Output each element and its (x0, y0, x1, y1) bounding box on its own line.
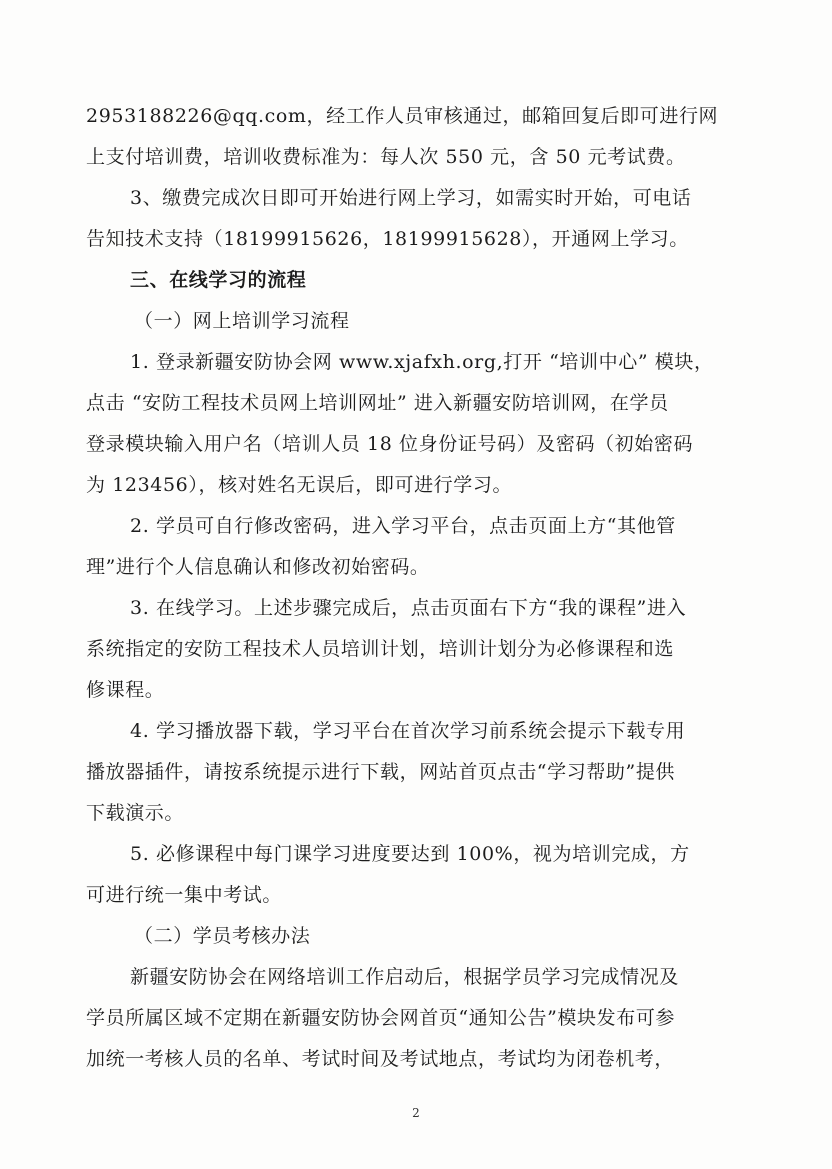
text-line: 5. 必修课程中每门课学习进度要达到 100%，视为培训完成，方 (130, 843, 690, 865)
text-line: 理”进行个人信息确认和修改初始密码。 (86, 556, 430, 578)
text-line: 登录模块输入用户名（培训人员 18 位身份证号码）及密码（初始密码 (86, 433, 694, 455)
text-line: 点击 “安防工程技术员网上培训网址” 进入新疆安防培训网，在学员 (86, 392, 669, 414)
section-heading: 三、在线学习的流程 (130, 269, 307, 291)
text-line: 3、缴费完成次日即可开始进行网上学习，如需实时开始，可电话 (130, 187, 692, 209)
text-line: 修课程。 (86, 679, 165, 701)
text-line: 1. 登录新疆安防协会网 www.xjafxh.org,打开 “培训中心” 模块， (130, 351, 714, 373)
text-line: 播放器插件，请按系统提示进行下载，网站首页点击“学习帮助”提供 (86, 761, 676, 783)
text-line: 4. 学习播放器下载，学习平台在首次学习前系统会提示下载专用 (130, 720, 686, 742)
page-number: 2 (412, 1106, 420, 1120)
subsection-heading: （二）学员考核办法 (134, 925, 311, 947)
text-line: 加统一考核人员的名单、考试时间及考试地点，考试均为闭卷机考， (86, 1048, 675, 1070)
text-line: 系统指定的安防工程技术人员培训计划，培训计划分为必修课程和选 (86, 638, 675, 660)
text-line: 可进行统一集中考试。 (86, 884, 283, 906)
text-line: 新疆安防协会在网络培训工作启动后，根据学员学习完成情况及 (130, 966, 679, 988)
text-line: 告知技术支持（18199915626，18199915628），开通网上学习。 (86, 228, 689, 250)
text-line: 2953188226@qq.com，经工作人员审核通过，邮箱回复后即可进行网 (86, 105, 719, 127)
text-line: 学员所属区域不定期在新疆安防协会网首页“通知公告”模块发布可参 (86, 1007, 676, 1029)
text-line: 为 123456），核对姓名无误后，即可进行学习。 (86, 474, 513, 496)
text-line: 3. 在线学习。上述步骤完成后，点击页面右下方“我的课程”进入 (130, 597, 687, 619)
text-line: 上支付培训费，培训收费标准为：每人次 550 元，含 50 元考试费。 (86, 146, 686, 168)
subsection-heading: （一）网上培训学习流程 (134, 310, 350, 332)
document-body (86, 96, 758, 1080)
text-line: 2. 学员可自行修改密码，进入学习平台，点击页面上方“其他管 (130, 515, 676, 537)
text-line: 下载演示。 (86, 802, 185, 824)
